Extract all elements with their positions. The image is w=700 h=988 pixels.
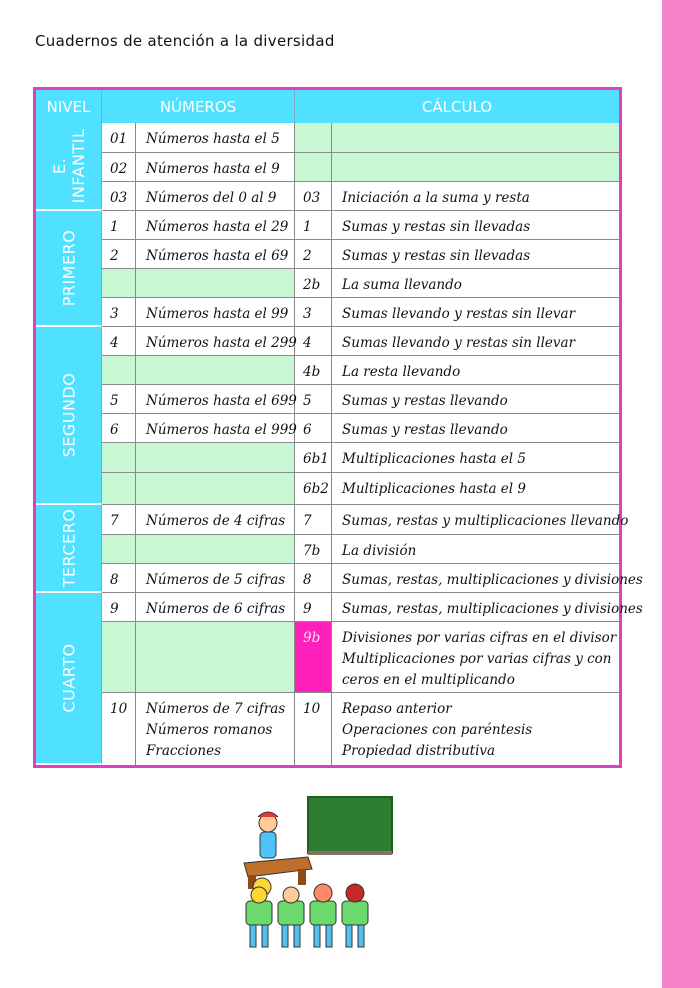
calculo-title: Divisiones por varias cifras en el divisor Multiplicaciones por varias cifras y con ceros en el multiplicando (332, 622, 619, 693)
calculo-code: 2b (295, 269, 332, 298)
calculo-title: Sumas y restas sin llevadas (332, 240, 619, 269)
calculo-code: 9 (295, 593, 332, 622)
side-strip (662, 0, 700, 988)
numeros-code: 03 (102, 182, 136, 211)
numeros-title: Números hasta el 5 (136, 123, 295, 153)
numeros-code (102, 443, 136, 473)
numeros-code: 3 (102, 298, 136, 327)
calculo-code: 4 (295, 327, 332, 356)
numeros-title: Números del 0 al 9 (136, 182, 295, 211)
header-numeros: NÚMEROS (102, 90, 295, 123)
numeros-title: Números hasta el 29 (136, 211, 295, 240)
numeros-title: Números hasta el 99 (136, 298, 295, 327)
calculo-code: 9b (295, 622, 332, 693)
numeros-code (102, 473, 136, 505)
calculo-code (295, 153, 332, 182)
calculo-code: 2 (295, 240, 332, 269)
calculo-code: 3 (295, 298, 332, 327)
calculo-title: Sumas y restas sin llevadas (332, 211, 619, 240)
calculo-title: Iniciación a la suma y resta (332, 182, 619, 211)
calculo-title: Sumas, restas y multiplicaciones llevando (332, 505, 619, 535)
numeros-title: Números de 5 cifras (136, 564, 295, 593)
calculo-code: 8 (295, 564, 332, 593)
header-calculo: CÁLCULO (295, 90, 619, 123)
numeros-code: 1 (102, 211, 136, 240)
curriculum-table (33, 87, 643, 768)
numeros-title (136, 473, 295, 505)
calculo-code: 5 (295, 385, 332, 414)
calculo-code: 4b (295, 356, 332, 385)
numeros-title (136, 356, 295, 385)
calculo-title (332, 123, 619, 153)
numeros-code: 2 (102, 240, 136, 269)
numeros-code: 7 (102, 505, 136, 535)
numeros-title: Números hasta el 299 (136, 327, 295, 356)
page-title: Cuadernos de atención a la diversidad (35, 32, 335, 50)
calculo-title (332, 153, 619, 182)
calculo-code: 1 (295, 211, 332, 240)
calculo-title: Sumas llevando y restas sin llevar (332, 298, 619, 327)
calculo-title: Sumas llevando y restas sin llevar (332, 327, 619, 356)
numeros-code: 9 (102, 593, 136, 622)
calculo-title: La división (332, 535, 619, 564)
calculo-title: Sumas, restas, multiplicaciones y divisiones (332, 564, 619, 593)
calculo-title: La resta llevando (332, 356, 619, 385)
calculo-title: Sumas y restas llevando (332, 414, 619, 443)
calculo-title: Repaso anterior Operaciones con paréntesis Propiedad distributiva (342, 701, 533, 759)
numeros-code (102, 356, 136, 385)
chalkboard-icon (308, 797, 392, 853)
numeros-code: 01 (102, 123, 136, 153)
numeros-title: Números de 6 cifras (136, 593, 295, 622)
level-label (36, 327, 102, 505)
calculo-title: La suma llevando (332, 269, 619, 298)
numeros-code: 5 (102, 385, 136, 414)
numeros-title (136, 443, 295, 473)
header-nivel: NIVEL (36, 90, 102, 123)
level-label-text: E. INFANTIL (49, 128, 88, 204)
numeros-title (136, 535, 295, 564)
numeros-title: Números hasta el 69 (136, 240, 295, 269)
calculo-code: 10 (295, 693, 332, 765)
numeros-code: 8 (102, 564, 136, 593)
calculo-code: 03 (295, 182, 332, 211)
numeros-title: Números hasta el 999 (136, 414, 295, 443)
calculo-title: Sumas y restas llevando (332, 385, 619, 414)
numeros-code: 02 (102, 153, 136, 182)
level-label (36, 505, 102, 593)
numeros-title: Números hasta el 699 (136, 385, 295, 414)
calculo-code: 6b1 (295, 443, 332, 473)
level-label-text: SEGUNDO (59, 372, 78, 458)
calculo-title: Sumas, restas, multiplicaciones y divisiones (332, 593, 619, 622)
level-label-text: CUARTO (59, 643, 78, 713)
calculo-title: Multiplicaciones hasta el 9 (332, 473, 619, 505)
level-label-text: PRIMERO (59, 229, 78, 307)
level-label (36, 593, 102, 765)
numeros-title: Números de 7 cifras Números romanos Fracciones (136, 693, 295, 765)
numeros-code (102, 535, 136, 564)
numeros-code: 4 (102, 327, 136, 356)
numeros-title (136, 622, 295, 693)
level-label (36, 123, 102, 211)
numeros-title (136, 269, 295, 298)
numeros-code (102, 622, 136, 693)
calculo-code (295, 123, 332, 153)
numeros-code: 10 (102, 693, 136, 765)
numeros-code: 6 (102, 414, 136, 443)
level-label (36, 211, 102, 327)
calculo-code: 6 (295, 414, 332, 443)
calculo-code: 7 (295, 505, 332, 535)
numeros-title: Números de 4 cifras (136, 505, 295, 535)
level-label-text: TERCERO (59, 508, 78, 588)
numeros-code (102, 269, 136, 298)
calculo-code: 6b2 (295, 473, 332, 505)
calculo-code: 7b (295, 535, 332, 564)
teacher-and-students-illustration (238, 795, 398, 955)
numeros-title: Números hasta el 9 (136, 153, 295, 182)
calculo-title: Multiplicaciones hasta el 5 (332, 443, 619, 473)
